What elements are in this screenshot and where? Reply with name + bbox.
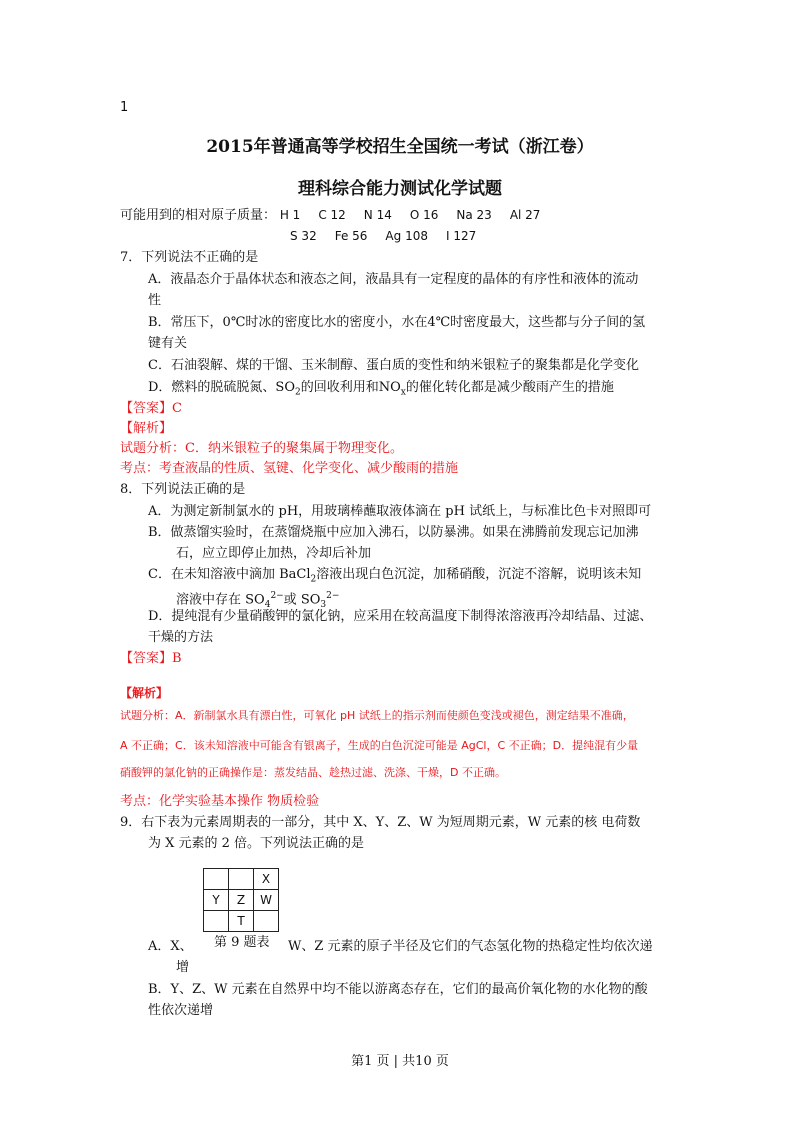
q7-option-d [148,379,614,402]
q8-c2-sub2: 3 [320,599,327,610]
q8-option-d-cont: 干燥的方法 [148,630,214,645]
table-cell [204,911,229,932]
table-caption: 第 9 题表 [214,935,270,950]
q8-point: 考点：化学实验基本操作 物质检验 [120,794,320,809]
q9-option-b-cont: 性依次递增 [148,1003,214,1018]
q7-stem: 7．下列说法不正确的是 [120,250,259,265]
q7-option-c: C．石油裂解、煤的干馏、玉米制醇、蛋白质的变性和纳米银粒子的聚集都是化学变化 [148,358,639,373]
mass-al: Al 27 [509,208,541,222]
q8-stem: 8．下列说法正确的是 [120,482,246,497]
q8-c-sub: 2 [310,574,317,585]
atomic-mass-label: 可能用到的相对原子质量： [120,208,277,223]
mass-s: S 32 [290,229,317,243]
q9-option-a-cont: 增 [176,960,190,975]
exam-title: 2015年普通高等学校招生全国统一考试（浙江卷） [206,137,594,157]
table-cell-x: X [254,869,279,890]
q7-option-a: A．液晶态介于晶体状态和液态之间，液晶具有一定程度的晶体的有序性和液体的流动 [148,272,639,287]
q9-option-b: B．Y、Z、W 元素在自然界中均不能以游离态存在，它们的最高价氧化物的水化物的酸 [148,982,648,997]
q7-option-b: B．常压下，0℃时冰的密度比水的密度小，水在4℃时密度最大，这些都与分子间的氢 [148,315,646,330]
mass-h: H 1 [279,208,301,222]
exam-subtitle: 理科综合能力测试化学试题 [298,179,502,199]
q8-option-d: D．提纯混有少量硝酸钾的氯化钠，应采用在较高温度下制得浓溶液再冷却结晶、过滤、 [148,609,653,624]
q8-analysis-head: 【解析】 [120,686,169,700]
mass-i: I 127 [445,229,477,243]
q7-analysis-head: 【解析】 [120,421,173,436]
q7-answer: 【答案】C [120,401,182,416]
q8-c2-sup2: 2− [326,591,340,601]
q8-c2-sub1: 4 [264,599,271,610]
q8-c2-pre: 溶液中存在 SO [176,592,265,608]
table-cell [204,869,229,890]
q8-analysis-2: A 不正确；C．该未知溶液中可能含有银离子，生成的白色沉淀可能是 AgCl，C 不正确；D．提纯混有少量 [120,739,639,752]
mass-ag: Ag 108 [385,229,428,243]
q7-point: 考点：考查液晶的性质、氢键、化学变化、减少酸雨的措施 [120,461,459,476]
q8-option-b: B．做蒸馏实验时，在蒸馏烧瓶中应加入沸石，以防暴沸。如果在沸腾前发现忘记加沸 [148,525,639,540]
q7-d-mid: 的回收利用和NO [300,380,401,395]
q7-d-pre: D．燃料的脱硫脱氮、SO [148,380,295,395]
page-footer: 第1 页 | 共10 页 [351,1054,449,1069]
mass-n: N 14 [363,208,392,222]
table-cell [229,869,254,890]
table-cell [254,911,279,932]
q8-analysis-1: 试题分析：A．新制氯水具有漂白性，可氧化 pH 试纸上的指示剂而使颜色变浅或褪色，测定结果不准确， [120,709,634,722]
q8-option-b-cont: 石，应立即停止加热，冷却后补加 [176,546,372,561]
q8-answer: 【答案】B [120,651,182,666]
q7-option-a-cont: 性 [148,293,162,308]
q8-c2-sup1: 2− [270,591,284,601]
q7-d-sub1: 2 [295,387,301,398]
q7-d-post: 的催化转化都是减少酸雨产生的措施 [405,380,614,395]
q8-option-a: A．为测定新制氯水的 pH，用玻璃棒蘸取液体滴在 pH 试纸上，与标准比色卡对照即可 [148,504,652,519]
q8-c2-mid: 或 SO [283,592,321,608]
q9-stem-cont: 为 X 元素的 2 倍。下列说法正确的是 [148,836,365,851]
mass-na: Na 23 [456,208,492,222]
table-cell-w: W [254,890,279,911]
mass-c: C 12 [318,208,346,222]
table-cell-z: Z [229,890,254,911]
atomic-mass-row-2 [290,227,494,245]
mass-o: O 16 [409,208,439,222]
q7-option-b-cont: 键有关 [148,336,188,351]
q7-analysis: 试题分析：C．纳米银粒子的聚集属于物理变化。 [120,441,403,456]
q8-c-pre: C．在未知溶液中滴加 BaCl [148,567,311,582]
periodic-table-fragment [203,868,279,932]
q9-option-a: A．X、 [148,939,193,954]
q8-c-post: 溶液出现白色沉淀，加稀硝酸，沉淀不溶解，说明该未知 [316,567,642,582]
q9-option-a-text: W、Z 元素的原子半径及它们的气态氢化物的热稳定性均依次递 [288,939,653,954]
q8-option-c [148,566,641,589]
page-number: 1 [120,100,129,115]
table-cell-t: T [229,911,254,932]
mass-fe: Fe 56 [334,229,368,243]
q7-d-sub2: x [400,387,406,398]
q9-stem: 9．右下表为元素周期表的一部分，其中 X、Y、Z、W 为短周期元素，W 元素的核 电荷数 [120,815,641,830]
table-cell-y: Y [204,890,229,911]
q8-analysis-3: 硝酸钾的氯化钠的正确操作是：蒸发结晶、趁热过滤、洗涤、干燥，D 不正确。 [120,766,506,779]
atomic-mass-row-1 [120,206,558,225]
